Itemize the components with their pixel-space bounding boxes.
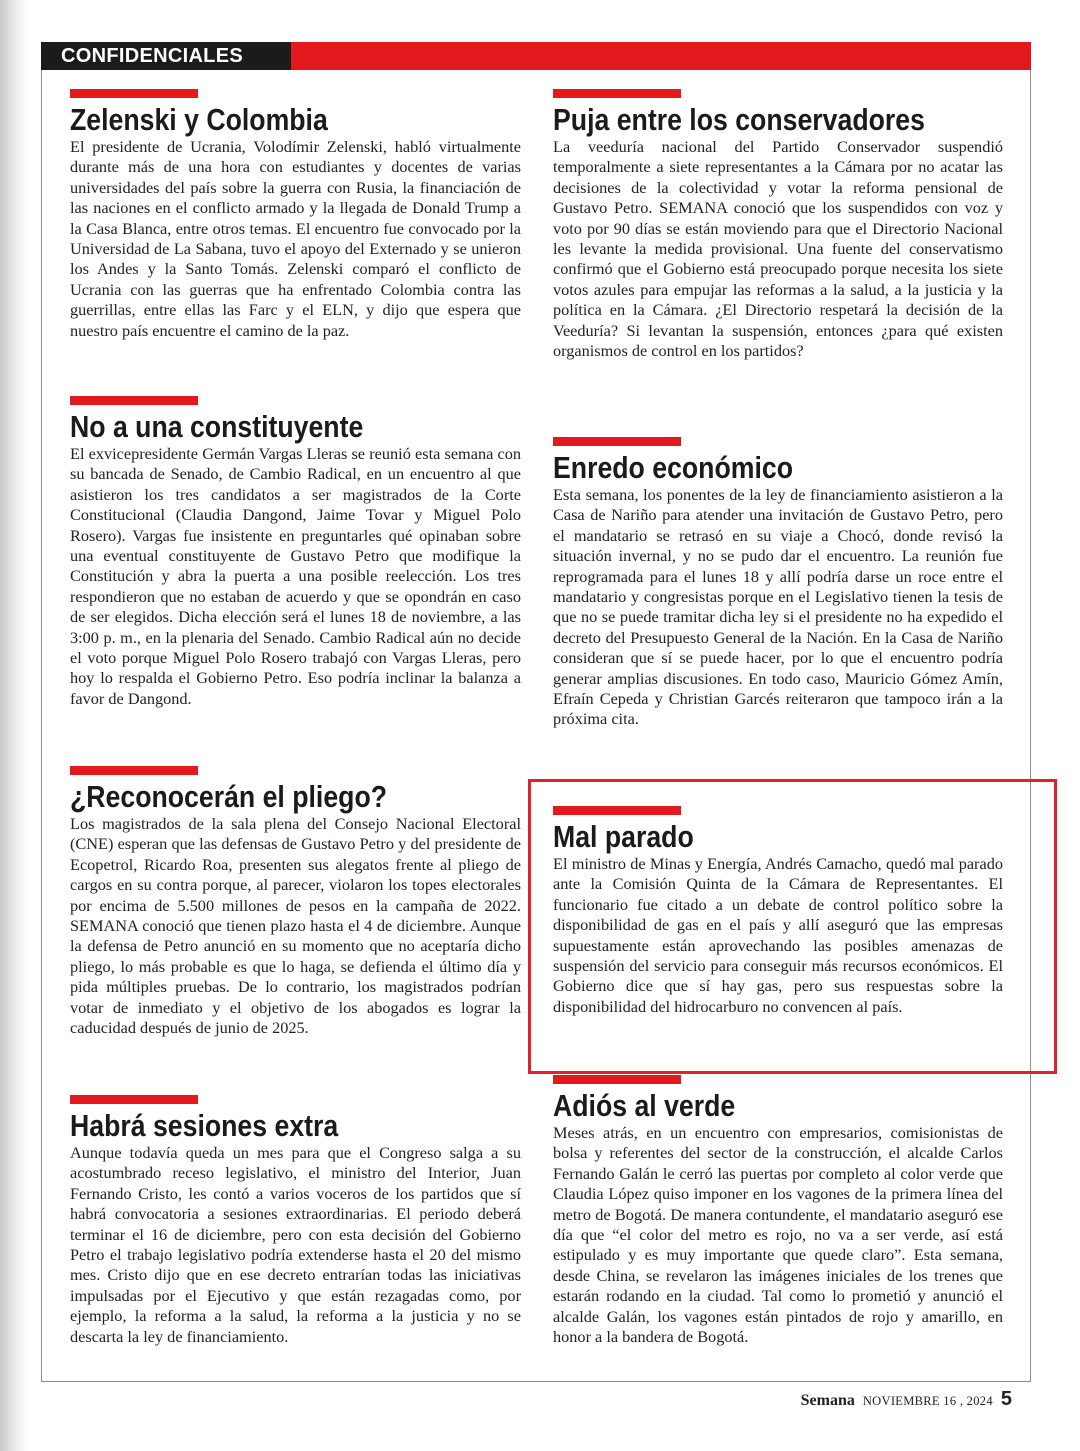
article-rule — [70, 766, 198, 775]
article-puja — [553, 89, 1003, 361]
article-title: Adiós al verde — [553, 1088, 736, 1123]
footer-date: NOVIEMBRE 16 , 2024 — [862, 1394, 993, 1408]
article-body: El exvicepresidente Germán Vargas Lleras se reunió esta semana con su bancada de Senado, de Cambio Radical, en un encuentro al que asistieron los tres candidatos a ser magistrados de la Corte Constitucional (Claudia Dangond, Jaime Tovar y Miguel Polo Rosero). Vargas fue insistente en preguntarles qué opinaban sobre una eventual constituyente de Gustavo Petro que modifique la Constitución y abra la puerta a una posible reelección. Los tres respondieron que no estaban de acuerdo y que se opondrán en caso de ser elegidos. Dicha elección será el lunes 18 de noviembre, a las 3:00 p. m., en la plenaria del Senado. Cambio Radical aún no decide el voto porque Miguel Polo Rosero trabajó con Vargas Lleras, pero hoy lo respalda el Gobierno Petro. Eso podría inclinar la balanza a favor de Dangond. — [70, 444, 521, 708]
article-rule — [553, 437, 681, 446]
article-body: Aunque todavía queda un mes para que el Congreso salga a su acostumbrado receso legislativo, el ministro del Interior, Juan Fernando Cristo, les contó a varios voceros de los partidos que sí habrá convocatoria a sesiones extraordinarias. El periodo deberá terminar el 16 de diciembre, pero con esta decisión del Gobierno Petro el trabajo legislativo podría extenderse hasta el 20 del mismo mes. Cristo dijo que en ese decreto entrarían todas las iniciativas impulsadas por el Ejecutivo y que están rezagadas como, por ejemplo, la reforma a la salud, la reforma a la justicia y no se descarta la ley de financiamiento. — [70, 1143, 521, 1346]
section-header-bar — [41, 42, 1031, 70]
article-title: No a una constituyente — [70, 409, 364, 444]
article-body: Esta semana, los ponentes de la ley de financiamiento asistieron a la Casa de Nariño para atender una invitación de Gustavo Petro, pero el mandatario se retrasó en su viaje a Chocó, donde revisó la situación invernal, y no se pudo dar el encuentro. La reunión fue reprogramada para el lunes 18 y allí podría darse un roce entre el mandatario y congresistas porque en el Legislativo tienen la tesis de que no se puede tramitar dicha ley si el presidente no ha expedido el decreto del Presupuesto General de la Nación. En la Casa de Nariño consideran que sí se puede hacer, por lo que el encuentro podría generar amplias discusiones. En todo caso, Mauricio Gómez Amín, Efraín Cepeda y Christian Garcés reiteraron que tampoco irán a la próxima cita. — [553, 485, 1003, 729]
article-rule — [70, 396, 198, 405]
page-gutter-shadow — [0, 0, 28, 1451]
section-label: CONFIDENCIALES — [41, 42, 291, 70]
footer-magazine-name: Semana — [800, 1392, 855, 1409]
article-body: Meses atrás, en un encuentro con empresarios, comisionistas de bolsa y referentes del sector de la construcción, el alcalde Carlos Fernando Galán le cerró las puertas por completo al color verde que Claudia López quiso imponer en los vagones de la primera línea del metro de Bogotá. De manera contundente, el mandatario aseguró ese día que “el color del metro es rojo, no va a ser verde, así está estipulado y es muy importante que quede claro”. Esta semana, desde China, se revelaron las imágenes iniciales de los trenes que estarán rodando en la ciudad. Tal como lo prometió y anunció el alcalde Galán, los vagones están pintados de rojo y amarillo, en honor a la bandera de Bogotá. — [553, 1123, 1003, 1347]
article-rule — [70, 89, 198, 98]
article-title: Habrá sesiones extra — [70, 1108, 339, 1143]
highlight-annotation-box — [528, 779, 1057, 1074]
article-body: El presidente de Ucrania, Volodímir Zelenski, habló virtualmente durante más de una hora con estudiantes y docentes de varias universidades del país sobre la guerra con Rusia, la financiación de las naciones en el conflicto armado y la llegada de Donald Trump a la Casa Blanca, entre otros temas. El encuentro fue convocado por la Universidad de La Sabana, tuvo el apoyo del Externado y se unieron los Andes y la Santo Tomás. Zelenski comparó el conflicto de Ucrania con las guerras que ha enfrentado Colombia contra las guerrillas, entre ellas las Farc y el ELN, y dijo que espera que nuestro país encuentre el camino de la paz. — [70, 137, 521, 340]
article-body: Los magistrados de la sala plena del Consejo Nacional Electoral (CNE) esperan que las defensas de Gustavo Petro y del presidente de Ecopetrol, Ricardo Roa, presenten sus alegatos frente al pliego de cargos en su contra porque, al parecer, violaron los topes electorales por encima de 5.500 millones de pesos en la campaña de 2022. SEMANA conoció que tienen plazo hasta el 4 de diciembre. Aunque la defensa de Petro anunció en su momento que no aceptaría dicho pliego, lo más probable es que lo haga, se defienda el último día y pida múltiples pruebas. De lo contrario, los magistrados podrían votar de inmediato y el objetivo de los abogados es lograr la caducidad después de junio de 2025. — [70, 814, 521, 1038]
article-sesiones — [70, 1095, 521, 1347]
article-body: La veeduría nacional del Partido Conservador suspendió temporalmente a siete representantes a la Cámara por no acatar las decisiones de la colectividad y votar la reforma pensional de Gustavo Petro. SEMANA conoció que los suspendidos con voz y voto por 90 días se están moviendo para que el Directorio Nacional les levante la medida provisional. Una fuente del conservatismo confirmó que el Gobierno está preocupado porque necesita los siete votos azules para empujar las reformas a la salud, a la justicia y la política en la Cámara. ¿El Directorio respetará la decisión de la Veeduría? Si levantan la suspensión, entonces ¿para qué existen organismos de control en los partidos? — [553, 137, 1003, 361]
article-verde — [553, 1075, 1003, 1347]
footer-page-number: 5 — [1000, 1388, 1012, 1410]
article-title: Zelenski y Colombia — [70, 102, 328, 137]
article-enredo — [553, 437, 1003, 730]
article-rule — [553, 1075, 681, 1084]
article-title: ¿Reconocerán el pliego? — [70, 779, 388, 814]
article-pliego — [70, 766, 521, 1038]
article-rule — [70, 1095, 198, 1104]
article-zelenski — [70, 89, 521, 341]
article-title: Mal parado — [553, 819, 694, 854]
article-constituyente — [70, 396, 521, 709]
page-footer — [801, 1388, 1012, 1418]
article-title: Puja entre los conservadores — [553, 102, 925, 137]
article-body: El ministro de Minas y Energía, Andrés Camacho, quedó mal parado ante la Comisión Quinta de la Cámara de Representantes. El funcionario fue citado a un debate de control político sobre la disponibilidad de gas en el país y allí aseguró que las empresas supuestamente están aprovechando las posibles amenazas de suspensión del servicio para conseguir más recursos económicos. El Gobierno dice que sí hay gas, pero sus respuestas sobre la disponibilidad del hidrocarburo no convencen al país. — [553, 854, 1003, 1016]
article-title: Enredo económico — [553, 450, 793, 485]
article-rule — [553, 89, 681, 98]
